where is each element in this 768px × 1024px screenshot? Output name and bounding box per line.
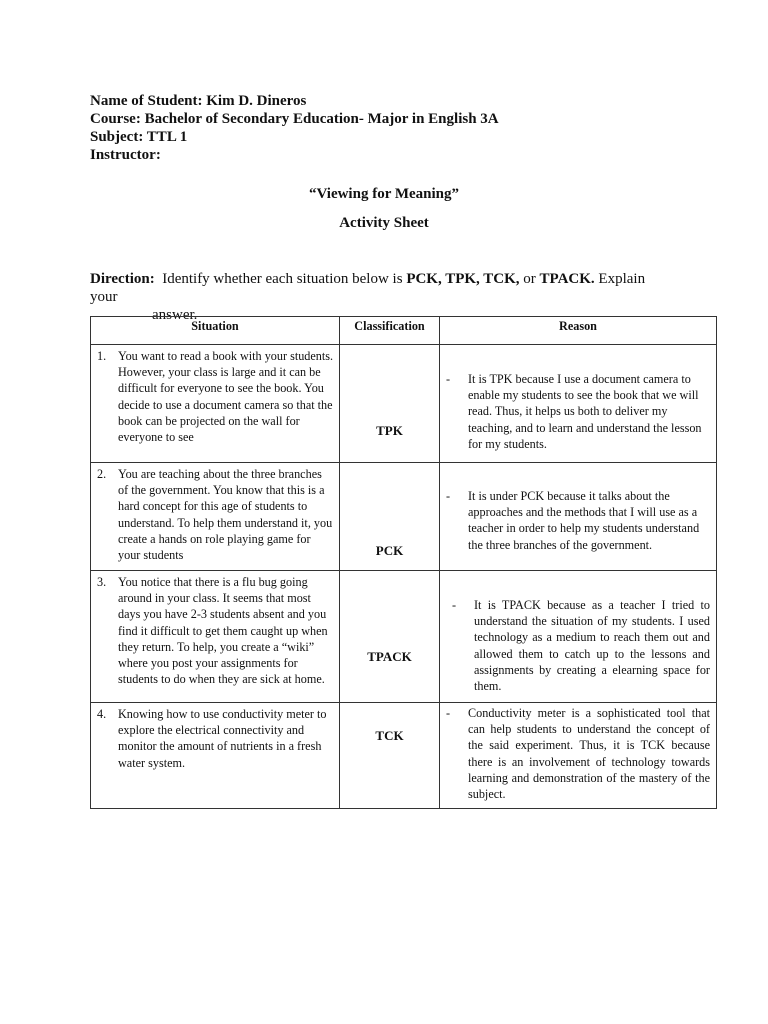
- reason-text: It is TPK because I use a document camera to enable my students to see the book that we will read. Thus, it helps us both to deliver my teaching, and to learn and understand the lesson for my students.: [468, 372, 702, 451]
- situation-cell: [91, 703, 340, 809]
- instructor-line: Instructor:: [90, 147, 161, 163]
- row-number: 4.: [97, 707, 107, 721]
- classification-text: PCK: [375, 543, 404, 558]
- classification-cell: [340, 571, 440, 703]
- header-situation: Situation: [91, 317, 340, 345]
- direction-text-after: Explain your: [90, 271, 646, 305]
- reason-dash: -: [446, 489, 451, 503]
- row-number: 1.: [97, 349, 107, 363]
- reason-cell: [440, 703, 717, 809]
- direction-text-before: Identify whether each situation below is: [162, 271, 407, 287]
- header-reason: Reason: [440, 317, 717, 345]
- reason-dash: -: [446, 372, 451, 386]
- direction-option-2: TPACK.: [539, 271, 595, 287]
- direction-continuation: answer.: [152, 307, 198, 323]
- classification-cell: [340, 703, 440, 809]
- situation-cell: [91, 571, 340, 703]
- situation-text: Knowing how to use conductivity meter to explore the electrical connectivity and monitor the amount of nutrients in a fresh water system.: [118, 707, 327, 770]
- reason-text: It is under PCK because it talks about the approaches and the methods that I will use as a teacher in order to help my students understand the three branches of the government.: [468, 489, 700, 552]
- classification-cell: [340, 345, 440, 463]
- header-classification: Classification: [340, 317, 440, 345]
- table-row: [91, 345, 717, 463]
- table-header-row: [91, 317, 717, 345]
- situation-text: You are teaching about the three branches of the government. You know that this is a hard concept for this age of students to understand. To help them understand it, you create a hands on role playing game for your students: [118, 467, 333, 563]
- reason-dash: -: [452, 598, 457, 612]
- row-number: 2.: [97, 467, 107, 481]
- subject-line: Subject: TTL 1: [90, 129, 188, 145]
- reason-text: Conductivity meter is a sophisticated tool that can help students to understand the concept of the said experiment. Thus, it is TCK because there is an involvement of technology towards learning and demonstration of the mastery of the subject.: [468, 706, 710, 802]
- classification-text: TPACK: [367, 649, 412, 664]
- classification-text: TCK: [375, 728, 404, 743]
- reason-text: It is TPACK because as a teacher I tried to understand the situation of my students. I used technology as a medium to reach them out and allowed them to catch up to the lessons and assignments by creating a elearning space for them.: [474, 598, 710, 694]
- classification-cell: [340, 463, 440, 571]
- situation-cell: [91, 345, 340, 463]
- table-row: [91, 703, 717, 809]
- reason-cell: [440, 345, 717, 463]
- row-number: 3.: [97, 575, 107, 589]
- situation-cell: [91, 463, 340, 571]
- table-row: [91, 571, 717, 703]
- situation-text: You notice that there is a flu bug going around in your class. It seems that most days you have 2-3 students absent and you find it difficult to get them caught up when they return. To help, you create a “wiki” where you post your assignments for students to do when they are sick at home.: [118, 575, 328, 687]
- document-title: “Viewing for Meaning”: [309, 186, 459, 202]
- classification-text: TPK: [376, 423, 403, 438]
- reason-dash: -: [446, 706, 451, 720]
- reason-cell: [440, 571, 717, 703]
- student-name: Name of Student: Kim D. Dineros: [90, 93, 307, 109]
- reason-cell: [440, 463, 717, 571]
- student-info: [90, 92, 499, 164]
- course-line: Course: Bachelor of Secondary Education- Major in English 3A: [90, 111, 499, 127]
- document-subtitle: Activity Sheet: [339, 215, 429, 231]
- direction-label: Direction:: [90, 271, 155, 287]
- table-row: [91, 463, 717, 571]
- activity-table: [90, 316, 717, 809]
- direction-option-1: PCK, TPK, TCK,: [406, 271, 520, 287]
- direction-text-or: or: [519, 271, 540, 287]
- situation-text: You want to read a book with your students. However, your class is large and it can be difficult for everyone to see the book. You decide to use a document camera so that the book can be projected on the wall for everyone to see: [118, 349, 334, 445]
